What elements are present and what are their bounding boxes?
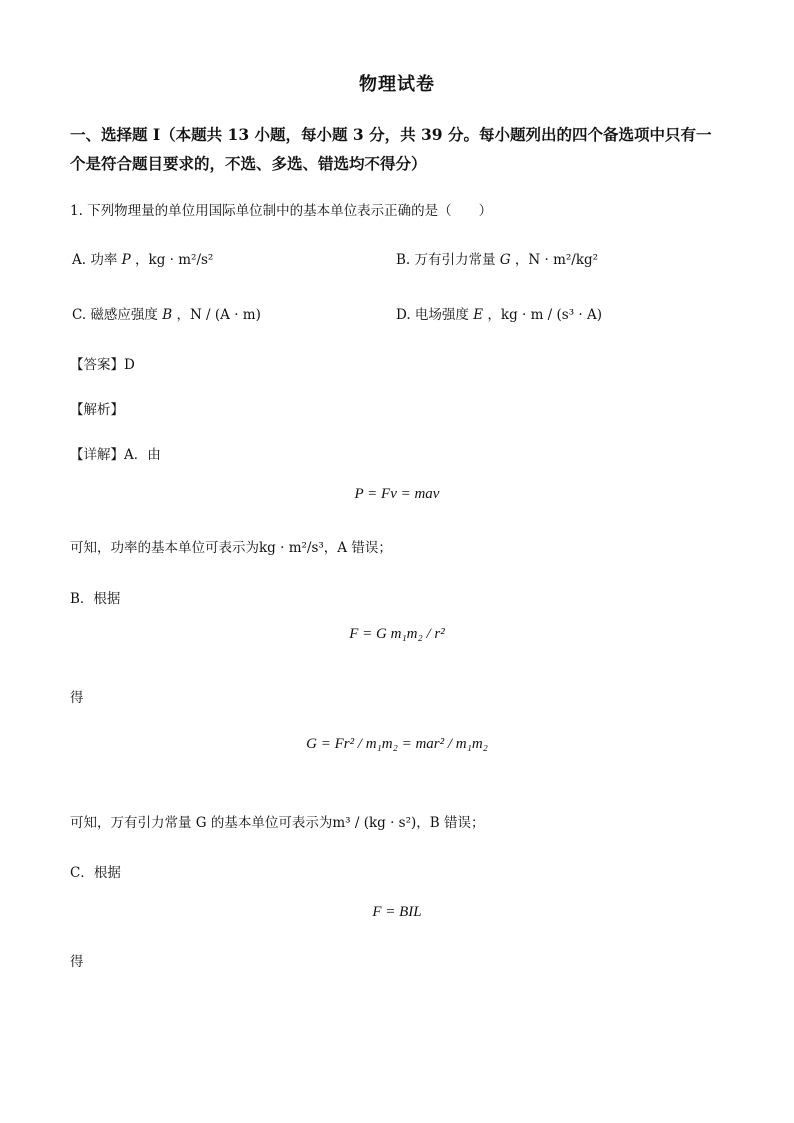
option-c-variable: B: [162, 307, 173, 323]
option-b-unit: ，N · m²/kg²: [514, 252, 599, 268]
conclusion-b: 可知，万有引力常量 G 的基本单位可表示为m³ / (kg · s²)，B 错误；: [70, 815, 485, 831]
section-heading-line-2: 个是符合题目要求的，不选、多选、错选均不得分）: [70, 154, 427, 173]
option-b-variable: G: [499, 252, 511, 268]
option-b: [396, 248, 598, 268]
c-intro: C．根据: [70, 865, 121, 881]
section-heading-line-1: 一、选择题 I（本题共 13 小题，每小题 3 分，共 39 分。每小题列出的四个备选项中只有一: [70, 125, 712, 144]
equation-magnetic-force: F = BIL: [372, 904, 422, 920]
option-c: [72, 303, 261, 323]
option-a: [72, 248, 213, 268]
equation-power: P = Fv = mav: [354, 486, 440, 502]
equation-g-constant: G = Fr² / m₁m₂ = mar² / m₁m₂: [306, 736, 488, 752]
option-b-label: B. 万有引力常量: [396, 252, 496, 268]
option-c-unit: ，N / (A · m): [176, 307, 261, 323]
de-label-2: 得: [70, 954, 84, 970]
analysis-heading: 【解析】: [70, 402, 124, 418]
option-d-label: D. 电场强度: [396, 307, 469, 323]
option-a-variable: P: [121, 252, 131, 268]
conclusion-a: 可知，功率的基本单位可表示为kg · m²/s³，A 错误；: [70, 540, 392, 556]
option-a-label: A. 功率: [72, 252, 118, 268]
answer-line: 【答案】D: [70, 357, 135, 373]
option-d-unit: ，kg · m / (s³ · A): [487, 307, 603, 323]
question-stem: 1. 下列物理量的单位用国际单位制中的基本单位表示正确的是（ ）: [70, 203, 493, 219]
option-c-label: C. 磁感应强度: [72, 307, 158, 323]
detail-intro: 【详解】A．由: [70, 447, 161, 463]
option-d: [396, 303, 602, 323]
b-intro: B．根据: [70, 591, 121, 607]
page-title: 物理试卷: [359, 74, 435, 95]
equation-gravitation: F = G m₁m₂ / r²: [349, 626, 445, 642]
option-d-variable: E: [473, 307, 484, 323]
de-label-1: 得: [70, 690, 84, 706]
option-a-unit: ，kg · m²/s²: [135, 252, 214, 268]
